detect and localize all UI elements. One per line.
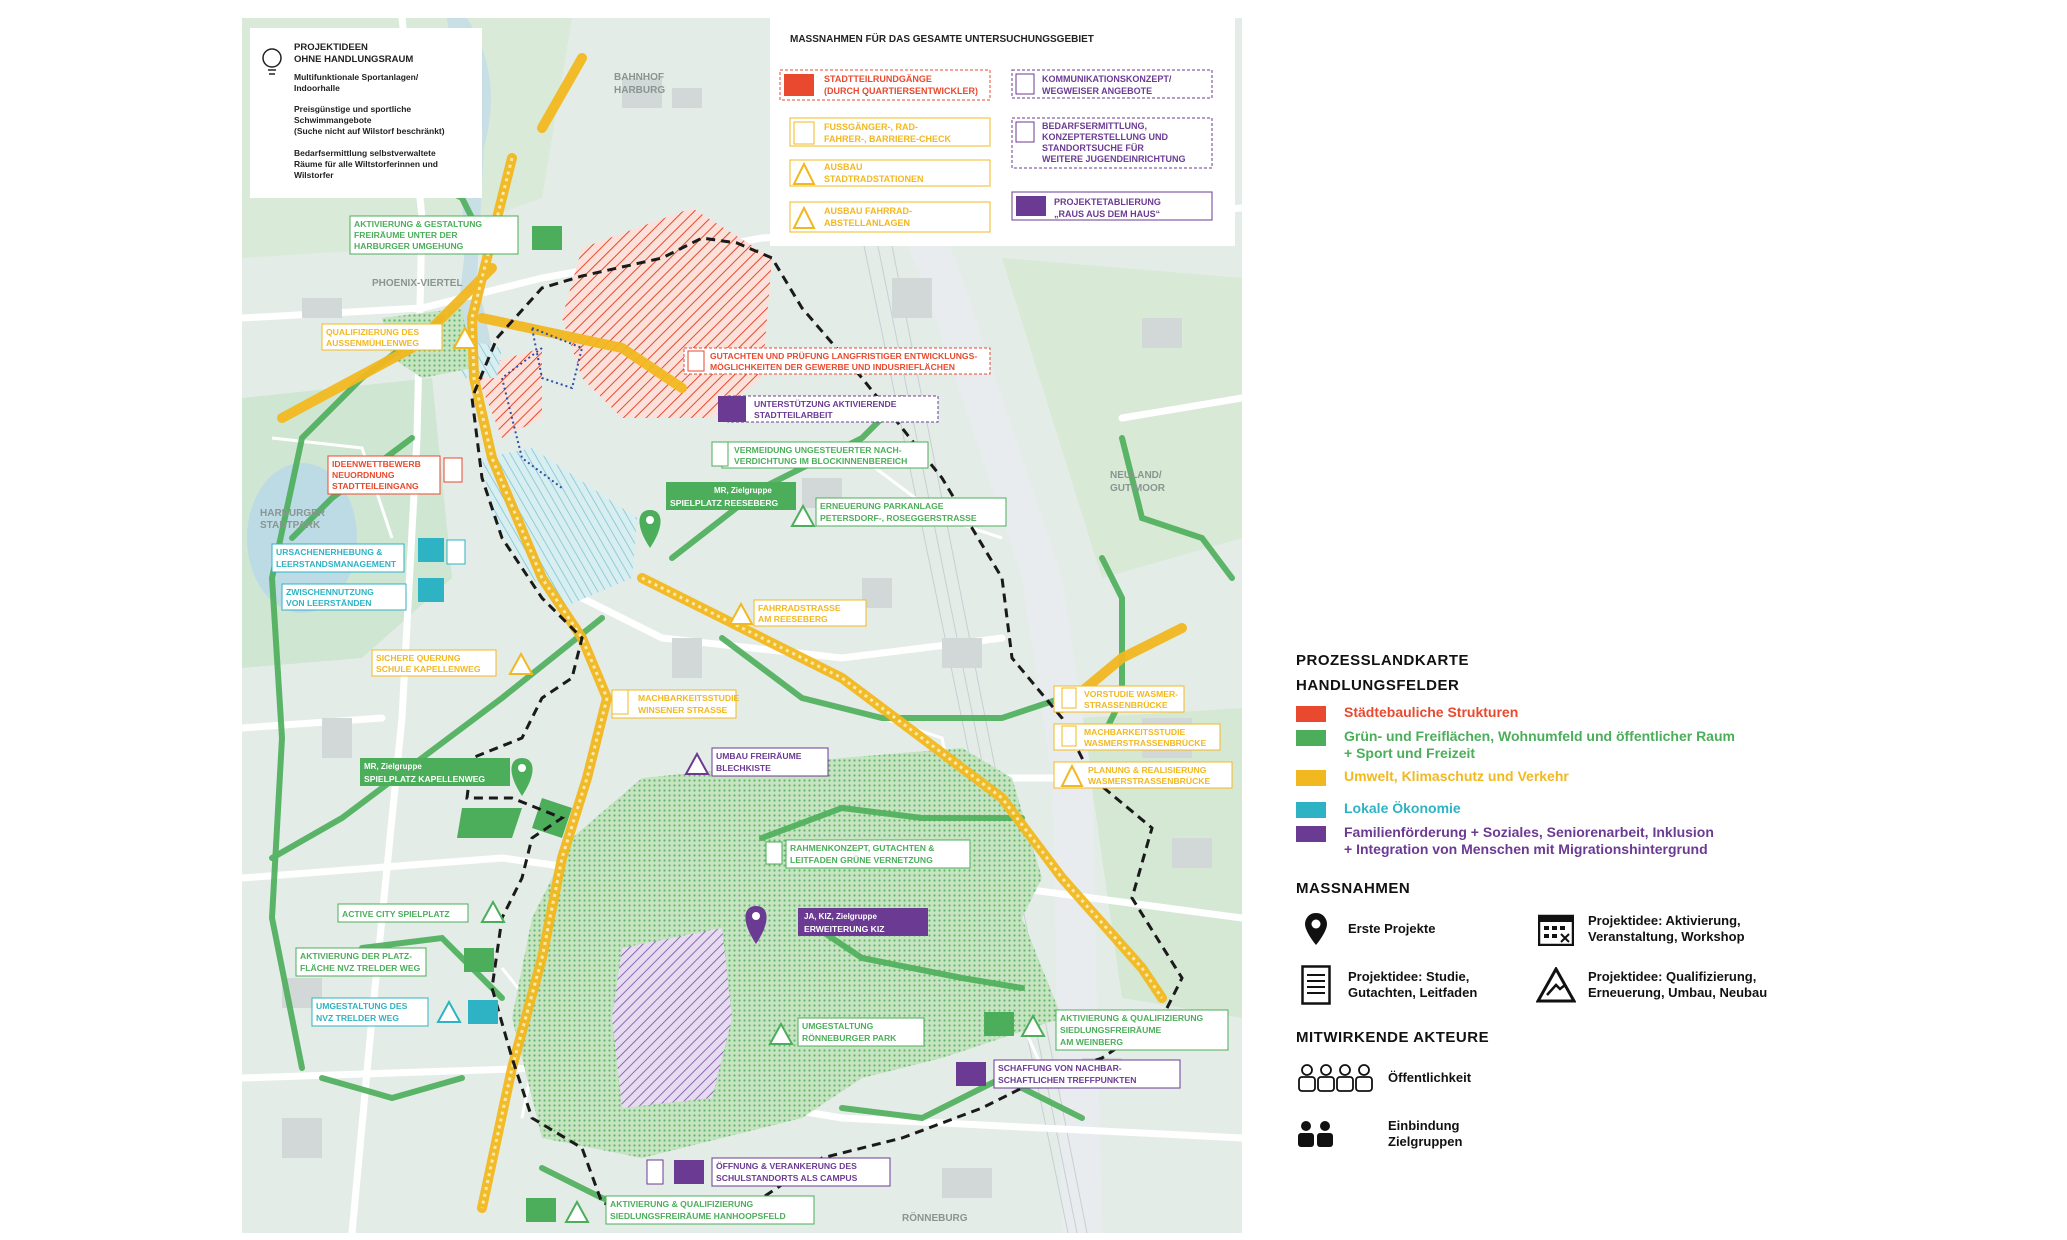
label-kiz-2: ERWEITERUNG KIZ <box>804 924 885 934</box>
document-icon <box>1296 963 1336 1007</box>
label-spielplatz-kapellenweg-1: MR, Zielgruppe <box>364 762 422 771</box>
label-gutachten-gewerbe-2: MÖGLICHKEITEN DER GEWERBE UND INDUSRIEFLÄCHEN <box>710 362 955 372</box>
label-ideenwettbewerb-2: NEUORDNUNG <box>332 470 395 480</box>
process-map <box>242 18 1242 1233</box>
legend-measure-aktivierung <box>1536 907 1796 951</box>
legend-actor-oeffentlichkeit <box>1296 1056 1856 1100</box>
place-roenneburg: RÖNNEBURG <box>902 1213 968 1224</box>
swatch-yellow <box>1296 770 1326 786</box>
measure-5a: KOMMUNIKATIONSKONZEPT/ <box>1042 74 1172 84</box>
label-vorstudie-1: VORSTUDIE WASMER- <box>1084 689 1179 699</box>
label-stadtteilarbeit-2: STADTTEILARBEIT <box>754 410 833 420</box>
legend-actor-label: Öffentlichkeit <box>1388 1070 1472 1085</box>
measure-6c: STANDORTSUCHE FÜR <box>1042 143 1144 153</box>
people-pair-icon <box>1296 1112 1376 1156</box>
legend-field-label: Familienförderung + Soziales, Seniorenarbeit, Inklusion <box>1344 824 1714 840</box>
info-item-3b: Räume für alle Wiltstorferinnen und <box>294 159 438 169</box>
legend-field-staedtebau <box>1296 704 1856 722</box>
label-weinberg-1: AKTIVIERUNG & QUALIFIZIERUNG <box>1060 1013 1204 1023</box>
legend-fields-title: HANDLUNGSFELDER <box>1296 677 1460 694</box>
label-leerstand-1: URSACHENERHEBUNG & <box>276 547 383 557</box>
place-stadtpark-1: HARBURGER <box>260 508 325 519</box>
label-stadtteilarbeit-1: UNTERSTÜTZUNG AKTIVIERENDE <box>754 399 897 409</box>
legend-actor-label: Einbindung <box>1388 1118 1460 1133</box>
label-ideenwettbewerb-3: STADTTEILEINGANG <box>332 481 419 491</box>
label-weinberg-2: SIEDLUNGSFREIRÄUME <box>1060 1025 1162 1035</box>
legend-measure-studie <box>1296 963 1536 1007</box>
measure-6a: BEDARFSERMITTLUNG, <box>1042 121 1147 131</box>
label-treffpunkte-1: SCHAFFUNG VON NACHBAR- <box>998 1063 1122 1073</box>
legend-field-familie <box>1296 824 1856 858</box>
measure-7b: „RAUS AUS DEM HAUS“ <box>1054 209 1161 219</box>
legend-measure-label: Erste Projekte <box>1348 921 1436 936</box>
legend-field-label: Grün- und Freiflächen, Wohnumfeld und öffentlicher Raum <box>1344 728 1735 744</box>
measure-3b: STADTRADSTATIONEN <box>824 174 924 184</box>
label-leerstand-2: LEERSTANDSMANAGEMENT <box>276 559 397 569</box>
measure-2b: FAHRER-, BARRIERE-CHECK <box>824 134 952 144</box>
legend-measure-label: Gutachten, Leitfaden <box>1348 985 1478 1000</box>
construction-triangle-icon <box>1536 963 1576 1007</box>
label-zwischennutzung-1: ZWISCHENNUTZUNG <box>286 587 374 597</box>
legend-field-label: Umwelt, Klimaschutz und Verkehr <box>1344 768 1569 784</box>
legend-panel <box>1296 652 1856 1178</box>
legend-measure-label: Erneuerung, Umbau, Neubau <box>1588 985 1768 1000</box>
label-gutachten-gewerbe-1: GUTACHTEN UND PRÜFUNG LANGFRISTIGER ENTWICKLUNGS- <box>710 351 978 361</box>
legend-field-label: + Sport und Freizeit <box>1344 745 1476 761</box>
measure-7a: PROJEKTETABLIERUNG <box>1054 197 1161 207</box>
label-parkanlage-2: PETERSDORF-, ROSEGGERSTRASSE <box>820 513 977 523</box>
swatch-cyan <box>1296 802 1326 818</box>
swatch-purple <box>1296 826 1326 842</box>
label-aussenmuehlenweg-1: QUALIFIZIERUNG DES <box>326 327 420 337</box>
label-querung-2: SCHULE KAPELLENWEG <box>376 664 481 674</box>
label-nvz-umgestaltung-2: NVZ TRELDER WEG <box>316 1013 400 1023</box>
label-roenneburger-park-1: UMGESTALTUNG <box>802 1021 874 1031</box>
label-machbarkeit-bruecke-1: MACHBARKEITSSTUDIE <box>1084 727 1186 737</box>
place-neuland-1: NEULAND/ <box>1110 470 1162 481</box>
info-title-1: PROJEKTIDEEN <box>294 42 368 53</box>
legend-field-label: Städtebauliche Strukturen <box>1344 704 1519 720</box>
info-item-1a: Multifunktionale Sportanlagen/ <box>294 72 419 82</box>
measures-box-title: MAßNAHMEN FÜR DAS GESAMTE UNTERSUCHUNGSGEBIET <box>790 34 1094 45</box>
legend-field-umwelt <box>1296 768 1856 786</box>
label-kiz-1: JA, KIZ, Zielgruppe <box>804 912 877 921</box>
label-roenneburger-park-2: RÖNNEBURGER PARK <box>802 1033 897 1043</box>
label-machbarkeit-bruecke-2: WASMERSTRAßENBRÜCKE <box>1084 738 1207 748</box>
info-item-3a: Bedarfsermittlung selbstverwaltete <box>294 148 436 158</box>
label-campus-1: ÖFFNUNG & VERANKERUNG DES <box>716 1161 857 1171</box>
measure-4b: ABSTELLANLAGEN <box>824 218 910 228</box>
legend-actor-zielgruppen <box>1296 1112 1856 1156</box>
legend-measure-erste-projekte <box>1296 907 1536 951</box>
legend-field-oekonomie <box>1296 800 1856 818</box>
label-spielplatz-kapellenweg-2: SPIELPLATZ KAPELLENWEG <box>364 774 486 784</box>
info-title-2: OHNE HANDLUNGSRAUM <box>294 54 414 65</box>
label-treffpunkte-2: SCHAFTLICHEN TREFFPUNKTEN <box>998 1075 1137 1085</box>
label-nvz-umgestaltung-1: UMGESTALTUNG DES <box>316 1001 408 1011</box>
legend-field-label: Lokale Ökonomie <box>1344 800 1461 816</box>
measure-5b: WEGWEISER ANGEBOTE <box>1042 86 1153 96</box>
label-aktivierung-umgehung-1: AKTIVIERUNG & GESTALTUNG <box>354 219 483 229</box>
info-item-3c: Wilstorfer <box>294 170 334 180</box>
label-platzflaeche-1: AKTIVIERUNG DER PLATZ- <box>300 951 413 961</box>
label-platzflaeche-2: FLÄCHE NVZ TRELDER WEG <box>300 963 421 973</box>
swatch-green <box>1296 730 1326 746</box>
label-aktivierung-umgehung-3: HARBURGER UMGEHUNG <box>354 241 464 251</box>
legend-measure-label: Projektidee: Aktivierung, <box>1588 913 1741 928</box>
measure-1a: STADTTEILRUNDGÄNGE <box>824 74 932 84</box>
measure-6b: KONZEPTERSTELLUNG UND <box>1042 132 1168 142</box>
label-querung-1: SICHERE QUERUNG <box>376 653 461 663</box>
label-nachverdichtung-2: VERDICHTUNG IM BLOCKINNENBEREICH <box>734 456 908 466</box>
info-item-1b: Indoorhalle <box>294 83 340 93</box>
measure-1b: (DURCH QUARTIERSENTWICKLER) <box>824 86 978 96</box>
label-active-city: ACTIVE CITY SPIELPLATZ <box>342 909 450 919</box>
measure-2a: FUSSGÄNGER-, RAD- <box>824 122 918 132</box>
label-zwischennutzung-2: VON LEERSTÄNDEN <box>286 598 372 608</box>
label-blechkiste-2: BLECHKISTE <box>716 763 771 773</box>
label-rahmenkonzept-2: LEITFADEN GRÜNE VERNETZUNG <box>790 855 933 865</box>
label-nachverdichtung-1: VERMEIDUNG UNGESTEUERTER NACH- <box>734 445 902 455</box>
info-item-2c: (Suche nicht auf Wilstorf beschränkt) <box>294 126 445 136</box>
legend-field-gruen <box>1296 728 1856 762</box>
label-fahrradstrasse-2: AM REESEBERG <box>758 614 828 624</box>
info-item-2a: Preisgünstige und sportliche <box>294 104 412 114</box>
legend-measure-qualifizierung <box>1536 963 1796 1007</box>
label-spielplatz-reeseberg-2: SPIELPLATZ REESEBERG <box>670 498 779 508</box>
calendar-icon <box>1536 907 1576 951</box>
label-blechkiste-1: UMBAU FREIRÄUME <box>716 751 802 761</box>
label-rahmenkonzept-1: RAHMENKONZEPT, GUTACHTEN & <box>790 843 935 853</box>
label-campus-2: SCHULSTANDORTS ALS CAMPUS <box>716 1173 858 1183</box>
place-bahnhof-1: BAHNHOF <box>614 72 664 83</box>
legend-measures-title: MASSNAHMEN <box>1296 880 1411 897</box>
measure-3a: AUSBAU <box>824 162 863 172</box>
legend-measure-label: Veranstaltung, Workshop <box>1588 929 1745 944</box>
legend-measure-label: Projektidee: Qualifizierung, <box>1588 969 1757 984</box>
label-aktivierung-umgehung-2: FREIRÄUME UNTER DER <box>354 230 458 240</box>
measure-6d: WEITERE JUGENDEINRICHTUNG <box>1042 154 1186 164</box>
measure-4a: AUSBAU FAHRRAD- <box>824 206 912 216</box>
legend-actor-label: Zielgruppen <box>1388 1134 1463 1149</box>
pin-icon <box>1296 907 1336 951</box>
place-stadtpark-2: STADTPARK <box>260 520 321 531</box>
swatch-red <box>1296 706 1326 722</box>
label-hanhoopsfeld-2: SIEDLUNGSFREIRÄUME HANHOOPSFELD <box>610 1211 786 1221</box>
legend-title: PROZESSLANDKARTE <box>1296 652 1470 669</box>
label-realisierung-bruecke-2: WASMERSTRAßENBRÜCKE <box>1088 776 1211 786</box>
label-weinberg-3: AM WEINBERG <box>1060 1037 1124 1047</box>
label-winsener-1: MACHBARKEITSSTUDIE <box>638 693 740 703</box>
label-realisierung-bruecke-1: PLANUNG & REALISIERUNG <box>1088 765 1207 775</box>
label-winsener-2: WINSENER STRASSE <box>638 705 728 715</box>
people-group-icon <box>1296 1056 1376 1100</box>
label-hanhoopsfeld-1: AKTIVIERUNG & QUALIFIZIERUNG <box>610 1199 754 1209</box>
legend-field-label: + Integration von Menschen mit Migrationshintergrund <box>1344 841 1708 857</box>
legend-actors-title: MITWIRKENDE AKTEURE <box>1296 1029 1490 1046</box>
place-bahnhof-2: HARBURG <box>614 85 666 96</box>
label-parkanlage-1: ERNEUERUNG PARKANLAGE <box>820 501 944 511</box>
place-phoenix: PHOENIX-VIERTEL <box>372 278 463 289</box>
label-fahrradstrasse-1: FAHRRADSTRASSE <box>758 603 841 613</box>
label-vorstudie-2: STRAßENBRÜCKE <box>1084 700 1168 710</box>
label-aussenmuehlenweg-2: AUßENMÜHLENWEG <box>326 338 420 348</box>
place-neuland-2: GUT MOOR <box>1110 483 1165 494</box>
info-item-2b: Schwimmangebote <box>294 115 372 125</box>
label-spielplatz-reeseberg-1: MR, Zielgruppe <box>714 486 772 495</box>
legend-measure-label: Projektidee: Studie, <box>1348 969 1470 984</box>
label-ideenwettbewerb-1: IDEENWETTBEWERB <box>332 459 421 469</box>
